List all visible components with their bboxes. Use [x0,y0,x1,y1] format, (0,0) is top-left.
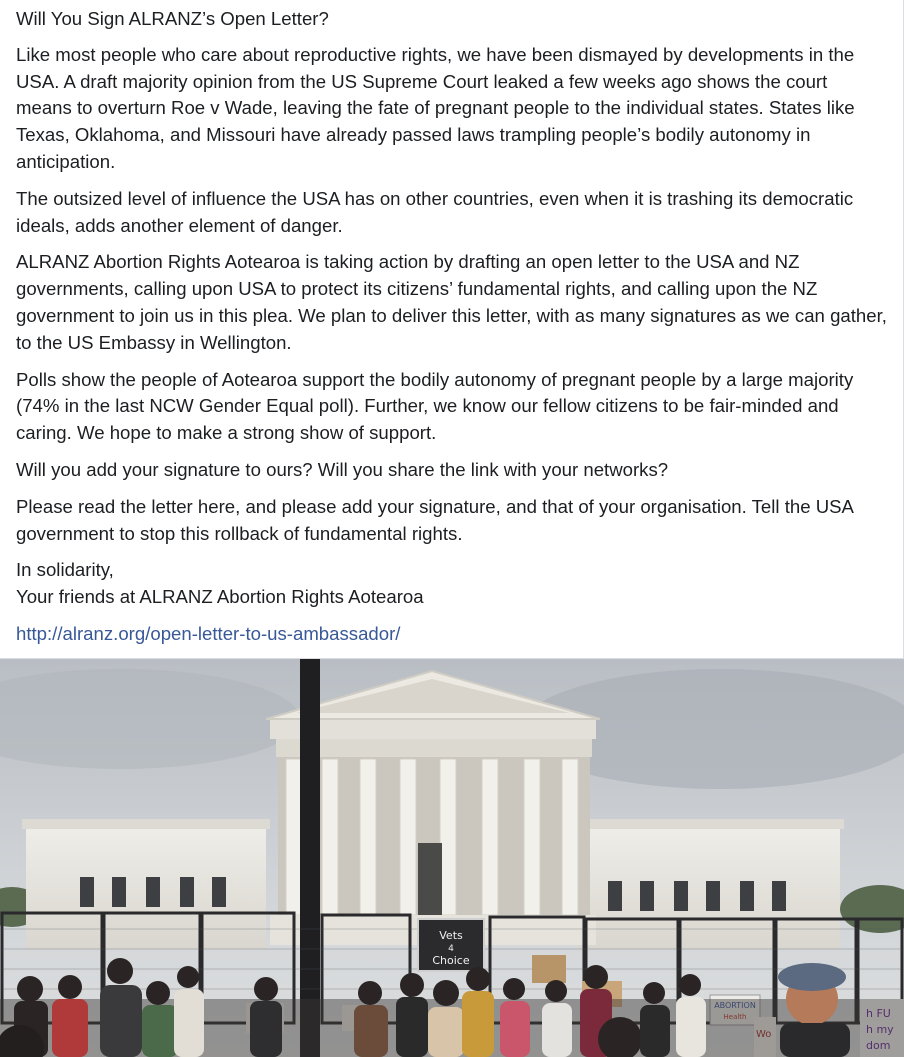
signoff-line-2: Your friends at ALRANZ Abortion Rights Aotearoa [16,586,424,608]
signoff-line-1: In solidarity, [16,559,114,581]
sign-right-line-2: h my [866,1023,894,1036]
sign-right-line-1: h FU [866,1007,891,1020]
vets-for-choice-sign [418,919,484,971]
post-paragraph-6: Please read the letter here, and please add your signature, and that of your organisation. Tell the USA government to stop this rollback of fundamental rights. [16,495,853,544]
cardboard-sign [532,955,566,983]
post-paragraph-4: Polls show the people of Aotearoa support the bodily autonomy of pregnant people by a large majority (74% in the last NCW Gender Equal poll). Further, we know our fellow citizens to be fair-minded and caring. We hope to make a strong show of support. [16,368,854,444]
sign-left-partial: Wo [756,1029,772,1040]
lamp-post [300,659,320,1057]
sign-right-line-3: dom [866,1039,891,1052]
post-paragraph-5: Will you add your signature to ours? Will you share the link with your networks? [16,458,669,480]
post-paragraph-1: Like most people who care about reproductive rights, we have been dismayed by developments in the USA. A draft majority opinion from the US Supreme Court leaked a few weeks ago shows the court means to overturn Roe v Wade, leaving the fate of pregnant people to the individual states. States like Texas, Oklahoma, and Missouri have already passed laws trampling people’s bodily autonomy in anticipation. [16,43,855,172]
sign-vets-line-2: 4 [448,944,454,954]
sign-abortion-line-2: Health [723,1013,747,1021]
post-signoff [16,557,888,611]
post-photo[interactable] [0,658,904,1057]
sign-abortion-line-1: ABORTION [714,1001,756,1010]
post-link-row [16,621,888,648]
sign-vets-line-3: Choice [432,954,470,967]
open-letter-link[interactable]: http://alranz.org/open-letter-to-us-ambassador/ [16,622,401,644]
post-body [16,6,888,658]
sign-vets-line-1: Vets [439,929,463,942]
post-title: Will You Sign ALRANZ’s Open Letter? [16,8,329,29]
post-paragraph-2: The outsized level of influence the USA has on other countries, even when it is trashing its democratic ideals, adds another element of danger. [16,187,854,236]
post-paragraph-3: ALRANZ Abortion Rights Aotearoa is taking action by drafting an open letter to the USA and NZ governments, calling upon USA to protect its citizens’ fundamental rights, and calling upon the NZ government to join us in this plea. We plan to deliver this letter, with as many signatures as we can gather, to the US Embassy in Wellington. [16,251,887,353]
supreme-court-protest-image [0,659,904,1057]
